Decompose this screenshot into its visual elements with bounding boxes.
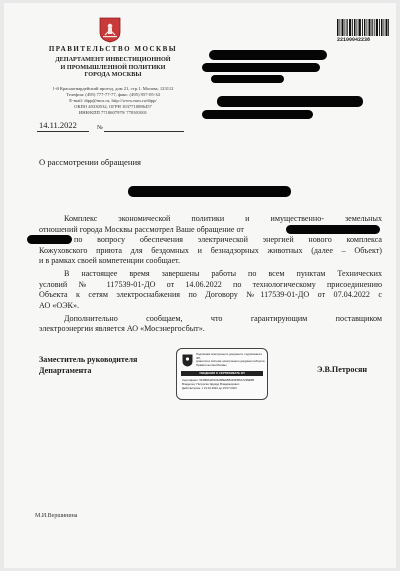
paragraph-1-line: по вопросу обеспечения электрической энергией нового комплекса [74, 235, 382, 245]
signatory-name: Э.В.Петросян [317, 365, 368, 374]
paragraph-2-line: Объекта к сетям электроснабжения по Договору №117539-01-ДО от 07.04.2022 с [39, 290, 382, 300]
stamp-note-line: хранится в системе электронного документооборота [196, 359, 265, 363]
redaction [202, 110, 313, 119]
moscow-coat-of-arms-icon [99, 17, 121, 43]
paragraph-2-line: условий № 117539-01-ДО от 14.06.2022 по технологическому присоединению [39, 279, 382, 289]
department-line: ГОРОДА МОСКВЫ [84, 71, 142, 79]
signatory-title-line: Департамента [39, 365, 92, 375]
barcode-icon [337, 19, 389, 36]
paragraph-3-line: Дополнительно сообщаем, что гарантирующим поставщиком [64, 313, 382, 323]
stamp-details [182, 378, 264, 391]
okpo-line: ОКПО 40330532, ОГРН 1037710086457 [74, 104, 152, 109]
letter-subject: О рассмотрении обращения [39, 157, 141, 167]
executor-name: М.И.Вершинина [35, 513, 78, 519]
redaction [128, 186, 291, 197]
number-sign: № [97, 125, 103, 131]
redaction [202, 63, 320, 72]
government-title: ПРАВИТЕЛЬСТВО МОСКВЫ [48, 45, 178, 53]
redaction [286, 225, 380, 234]
coat-of-arms-icon [182, 354, 193, 367]
paragraph-1-line: Кожуховского приюта для бездомных и безнадзорных животных (далее – Объект) [39, 245, 382, 255]
stamp-note [196, 353, 266, 367]
signatory-title-line: Заместитель руководителя [39, 355, 138, 364]
email-line: E-mail: dipp@mos.ru, http://www.mos.ru/dipp/ [69, 98, 157, 103]
barcode-number: 22100042238 [337, 37, 371, 43]
signatory-title [39, 355, 137, 376]
stamp-certificate: Сертификат: 5F1B8A4D0C6AB5E0B52D3FB6A7236E8B [182, 378, 254, 382]
department-contacts [18, 86, 208, 116]
redaction [211, 75, 284, 83]
inn-line: ИНН/КПП 7710607979/ 770301001 [78, 110, 148, 115]
paragraph-3-line: электроэнергии является АО «Мосэнергосбыт». [39, 324, 205, 334]
paragraph-1-line: отношений города Москвы рассмотрел Ваше обращение от [39, 224, 244, 234]
redaction [27, 235, 72, 244]
date-underline [37, 131, 89, 132]
stamp-note-line: Подлинник электронного документа, подписанного ЭП, [196, 352, 263, 360]
paragraph-1-line: Комплекс экономической политики и имущественно- земельных [64, 214, 382, 223]
paragraph-1-line: и в рамках своей компетенции сообщает. [39, 256, 180, 266]
letter-date: 14.11.2022 [39, 120, 77, 130]
phone-line: Телефон: (495) 777-77-77, факс: (495) 957-05-34 [66, 92, 160, 97]
paragraph-2-line: В настоящее время завершены работы по всем пунктам Технических [64, 269, 382, 278]
redaction [209, 50, 327, 60]
redaction [217, 96, 363, 107]
stamp-header: СВЕДЕНИЯ О СЕРТИФИКАТЕ ЭП [181, 371, 263, 376]
electronic-signature-stamp [176, 348, 268, 400]
stamp-owner: Владелец: Петросян Эдуард Владимирович [182, 382, 240, 387]
stamp-note-line: Правительства Москвы [196, 362, 227, 367]
department-line: И ПРОМЫШЛЕННОЙ ПОЛИТИКИ [60, 63, 166, 71]
address-line: 1-й Красногвардейский проезд, дом 21, стр.1, Москва, 123112 [52, 86, 174, 91]
department-line: ДЕПАРТАМЕНТ ИНВЕСТИЦИОННОЙ [55, 56, 171, 63]
document-page [4, 3, 396, 568]
stamp-validity: Действителен: с 21.04.2022 до 15.07.2023 [182, 386, 237, 391]
number-underline [104, 131, 184, 132]
paragraph-2-line: АО «ОЭК». [39, 300, 80, 310]
department-name [18, 56, 208, 79]
